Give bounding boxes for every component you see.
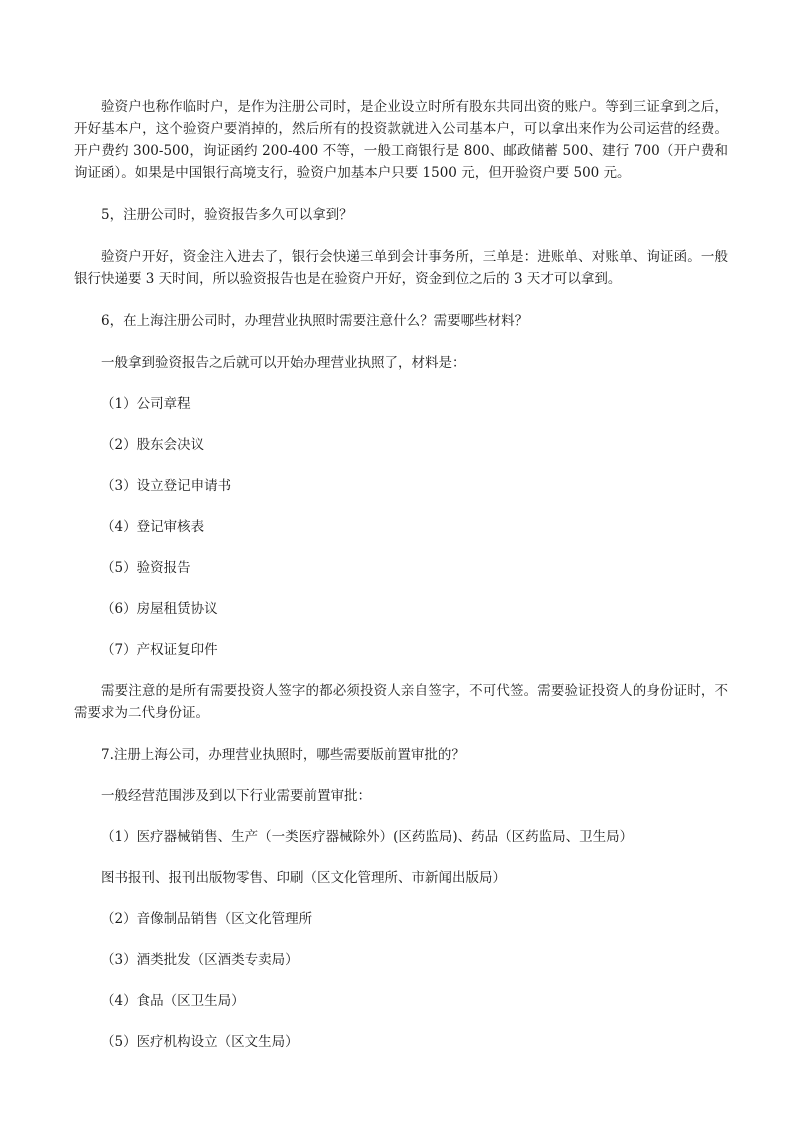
list-item: （3）酒类批发（区酒类专卖局） xyxy=(101,952,299,968)
question-5-heading: 5，注册公司时，验资报告多久可以拿到？ xyxy=(101,207,353,223)
list-item: （7）产权证复印件 xyxy=(101,642,218,658)
question-7-heading: 7.注册上海公司，办理营业执照时，哪些需要版前置审批的？ xyxy=(101,747,465,763)
list-item: （1）医疗器械销售、生产（一类医疗器械除外）(区药监局)、药品（区药监局、卫生局） xyxy=(101,829,634,845)
list-item: （5）医疗机构设立（区文生局） xyxy=(101,1034,299,1050)
paragraph-pre-approval-intro: 一般经营范围涉及到以下行业需要前置审批： xyxy=(101,788,371,804)
paragraph-verification-report-timing: 验资户开好，资金注入进去了，银行会快递三单到会计事务所，三单是：进账单、对账单、询证函。一般银行快递要 3 天时间，所以验资报告也是在验资户开好，资金到位之后的 3 天才可以拿到。 xyxy=(74,249,728,287)
paragraph-materials-intro: 一般拿到验资报告之后就可以开始办理营业执照了，材料是： xyxy=(101,355,466,371)
document-page xyxy=(74,96,728,1053)
paragraph-signature-note: 需要注意的是所有需要投资人签字的都必须投资人亲自签字，不可代签。需要验证投资人的身份证时，不需要求为二代身份证。 xyxy=(74,683,728,721)
paragraph-capital-verification-account: 验资户也称作临时户，是作为注册公司时，是企业设立时所有股东共同出资的账户。等到三证拿到之后，开好基本户，这个验资户要消掉的，然后所有的投资款就进入公司基本户，可以拿出来作为公司运营的经费。开户费约 300-500，询证函约 200-400 不等，一般工商银行是 800、邮政储蓄 500、建行 700（开户费和询证函）。如果是中国银行高境支行，验资户加基本户只要 1500 元，但开验资户要 500 元。 xyxy=(74,99,728,181)
question-6-heading: 6，在上海注册公司时，办理营业执照时需要注意什么？需要哪些材料？ xyxy=(101,313,529,329)
list-item: （6）房屋租赁协议 xyxy=(101,601,218,617)
list-item: （4）食品（区卫生局） xyxy=(101,993,245,1009)
list-item: （4）登记审核表 xyxy=(101,519,205,535)
list-item-continuation: 图书报刊、报刊出版物零售、印刷（区文化管理所、市新闻出版局） xyxy=(101,870,506,886)
list-item: （2）股东会决议 xyxy=(101,437,205,453)
list-item: （1）公司章程 xyxy=(101,396,191,412)
list-item: （2）音像制品销售（区文化管理所 xyxy=(101,911,313,927)
list-item: （5）验资报告 xyxy=(101,560,191,576)
list-item: （3）设立登记申请书 xyxy=(101,478,232,494)
